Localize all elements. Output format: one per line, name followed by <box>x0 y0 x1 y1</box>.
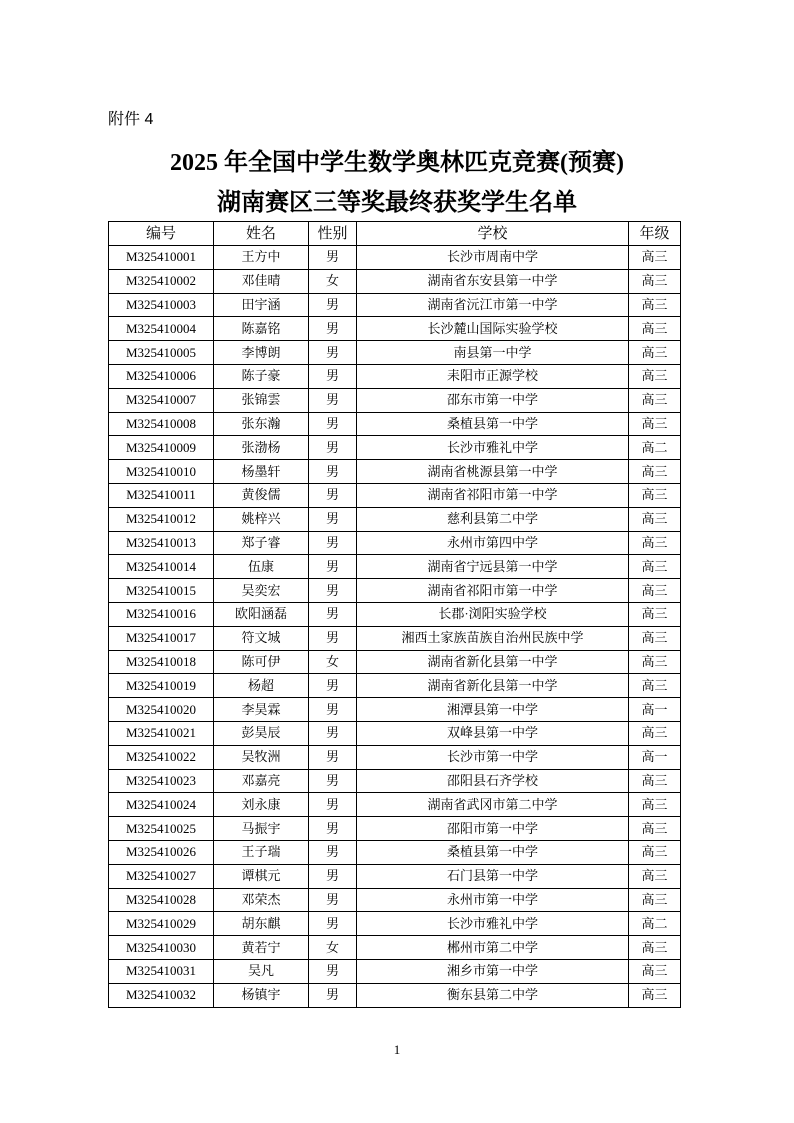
table-row <box>109 817 681 841</box>
award-table <box>108 221 681 1008</box>
cell-grade: 高三 <box>629 293 681 317</box>
cell-id: M325410001 <box>109 246 214 270</box>
table-row <box>109 269 681 293</box>
cell-gender: 男 <box>309 959 357 983</box>
cell-name: 杨镇宇 <box>214 983 309 1007</box>
cell-name: 李昊霖 <box>214 698 309 722</box>
cell-id: M325410014 <box>109 555 214 579</box>
cell-name: 张渤杨 <box>214 436 309 460</box>
cell-id: M325410031 <box>109 959 214 983</box>
table-row <box>109 793 681 817</box>
cell-gender: 男 <box>309 983 357 1007</box>
cell-gender: 男 <box>309 531 357 555</box>
cell-id: M325410013 <box>109 531 214 555</box>
cell-gender: 男 <box>309 602 357 626</box>
cell-grade: 高三 <box>629 721 681 745</box>
table-row <box>109 936 681 960</box>
cell-school: 湖南省桃源县第一中学 <box>357 460 629 484</box>
cell-id: M325410029 <box>109 912 214 936</box>
cell-school: 长沙市周南中学 <box>357 246 629 270</box>
cell-name: 胡东麒 <box>214 912 309 936</box>
cell-gender: 男 <box>309 341 357 365</box>
cell-name: 李博朗 <box>214 341 309 365</box>
cell-grade: 高三 <box>629 483 681 507</box>
cell-gender: 男 <box>309 412 357 436</box>
column-header-name: 姓名 <box>214 222 309 246</box>
cell-id: M325410015 <box>109 579 214 603</box>
table-row <box>109 436 681 460</box>
cell-school: 耒阳市正源学校 <box>357 364 629 388</box>
cell-grade: 高一 <box>629 745 681 769</box>
cell-name: 刘永康 <box>214 793 309 817</box>
cell-gender: 男 <box>309 698 357 722</box>
cell-id: M325410023 <box>109 769 214 793</box>
table-row <box>109 460 681 484</box>
cell-gender: 男 <box>309 769 357 793</box>
cell-name: 王方中 <box>214 246 309 270</box>
cell-id: M325410009 <box>109 436 214 460</box>
cell-name: 杨超 <box>214 674 309 698</box>
cell-school: 长郡·浏阳实验学校 <box>357 602 629 626</box>
cell-id: M325410017 <box>109 626 214 650</box>
cell-school: 南县第一中学 <box>357 341 629 365</box>
cell-name: 吴凡 <box>214 959 309 983</box>
cell-school: 长沙市雅礼中学 <box>357 912 629 936</box>
attachment-label: 附件 4 <box>108 111 154 128</box>
cell-gender: 男 <box>309 817 357 841</box>
cell-gender: 女 <box>309 936 357 960</box>
cell-gender: 男 <box>309 388 357 412</box>
table-row <box>109 840 681 864</box>
table-row <box>109 531 681 555</box>
cell-grade: 高三 <box>629 793 681 817</box>
cell-grade: 高三 <box>629 888 681 912</box>
cell-grade: 高三 <box>629 626 681 650</box>
cell-school: 桑植县第一中学 <box>357 412 629 436</box>
cell-id: M325410005 <box>109 341 214 365</box>
cell-gender: 男 <box>309 793 357 817</box>
cell-name: 邓嘉亮 <box>214 769 309 793</box>
cell-id: M325410012 <box>109 507 214 531</box>
table-header-row <box>109 222 681 246</box>
table-row <box>109 864 681 888</box>
cell-name: 陈嘉铭 <box>214 317 309 341</box>
cell-school: 郴州市第二中学 <box>357 936 629 960</box>
cell-school: 慈利县第二中学 <box>357 507 629 531</box>
cell-gender: 男 <box>309 364 357 388</box>
cell-school: 永州市第四中学 <box>357 531 629 555</box>
cell-gender: 女 <box>309 269 357 293</box>
cell-id: M325410021 <box>109 721 214 745</box>
table-row <box>109 888 681 912</box>
cell-grade: 高三 <box>629 269 681 293</box>
cell-grade: 高三 <box>629 579 681 603</box>
cell-gender: 女 <box>309 650 357 674</box>
cell-school: 长沙市雅礼中学 <box>357 436 629 460</box>
table-row <box>109 721 681 745</box>
cell-id: M325410010 <box>109 460 214 484</box>
table-row <box>109 246 681 270</box>
table-row <box>109 674 681 698</box>
cell-grade: 高二 <box>629 436 681 460</box>
cell-name: 陈可伊 <box>214 650 309 674</box>
cell-name: 田宇涵 <box>214 293 309 317</box>
page-number: 1 <box>393 1042 401 1057</box>
cell-school: 湖南省新化县第一中学 <box>357 674 629 698</box>
table-row <box>109 698 681 722</box>
cell-id: M325410030 <box>109 936 214 960</box>
column-header-school: 学校 <box>357 222 629 246</box>
cell-gender: 男 <box>309 507 357 531</box>
cell-grade: 高三 <box>629 936 681 960</box>
cell-gender: 男 <box>309 436 357 460</box>
cell-name: 马振宇 <box>214 817 309 841</box>
cell-school: 湖南省武冈市第二中学 <box>357 793 629 817</box>
table-row <box>109 483 681 507</box>
cell-school: 桑植县第一中学 <box>357 840 629 864</box>
cell-school: 长沙市第一中学 <box>357 745 629 769</box>
table-row <box>109 602 681 626</box>
cell-id: M325410024 <box>109 793 214 817</box>
cell-id: M325410004 <box>109 317 214 341</box>
cell-name: 彭昊辰 <box>214 721 309 745</box>
cell-grade: 高三 <box>629 650 681 674</box>
cell-grade: 高三 <box>629 769 681 793</box>
cell-id: M325410006 <box>109 364 214 388</box>
cell-school: 湘潭县第一中学 <box>357 698 629 722</box>
cell-grade: 高三 <box>629 341 681 365</box>
cell-name: 张锦雲 <box>214 388 309 412</box>
cell-gender: 男 <box>309 483 357 507</box>
cell-grade: 高三 <box>629 317 681 341</box>
cell-name: 符文城 <box>214 626 309 650</box>
cell-school: 湖南省祁阳市第一中学 <box>357 579 629 603</box>
table-row <box>109 912 681 936</box>
cell-name: 杨墨轩 <box>214 460 309 484</box>
cell-grade: 高三 <box>629 817 681 841</box>
cell-grade: 高二 <box>629 912 681 936</box>
cell-id: M325410008 <box>109 412 214 436</box>
cell-gender: 男 <box>309 293 357 317</box>
cell-name: 黄俊儒 <box>214 483 309 507</box>
cell-gender: 男 <box>309 246 357 270</box>
cell-gender: 男 <box>309 555 357 579</box>
cell-school: 湖南省宁远县第一中学 <box>357 555 629 579</box>
cell-grade: 高三 <box>629 507 681 531</box>
cell-name: 黄若宁 <box>214 936 309 960</box>
cell-gender: 男 <box>309 864 357 888</box>
table-row <box>109 364 681 388</box>
cell-grade: 高三 <box>629 531 681 555</box>
cell-gender: 男 <box>309 912 357 936</box>
table-row <box>109 388 681 412</box>
document-title: 2025 年全国中学生数学奥林匹克竞赛(预赛) <box>170 150 624 176</box>
cell-gender: 男 <box>309 579 357 603</box>
table-row <box>109 341 681 365</box>
cell-school: 石门县第一中学 <box>357 864 629 888</box>
cell-gender: 男 <box>309 317 357 341</box>
cell-id: M325410018 <box>109 650 214 674</box>
table-row <box>109 507 681 531</box>
cell-gender: 男 <box>309 745 357 769</box>
cell-name: 吴奕宏 <box>214 579 309 603</box>
table-row <box>109 626 681 650</box>
cell-grade: 高三 <box>629 460 681 484</box>
cell-name: 陈子豪 <box>214 364 309 388</box>
cell-school: 湖南省沅江市第一中学 <box>357 293 629 317</box>
cell-id: M325410027 <box>109 864 214 888</box>
cell-gender: 男 <box>309 460 357 484</box>
cell-grade: 高三 <box>629 959 681 983</box>
cell-grade: 高三 <box>629 555 681 579</box>
cell-name: 邓佳晴 <box>214 269 309 293</box>
cell-grade: 高三 <box>629 364 681 388</box>
cell-name: 郑子睿 <box>214 531 309 555</box>
column-header-id: 编号 <box>109 222 214 246</box>
cell-school: 湘乡市第一中学 <box>357 959 629 983</box>
cell-gender: 男 <box>309 840 357 864</box>
cell-id: M325410020 <box>109 698 214 722</box>
cell-name: 伍康 <box>214 555 309 579</box>
cell-grade: 高三 <box>629 864 681 888</box>
cell-school: 永州市第一中学 <box>357 888 629 912</box>
cell-gender: 男 <box>309 721 357 745</box>
cell-school: 湖南省东安县第一中学 <box>357 269 629 293</box>
document-subtitle: 湖南赛区三等奖最终获奖学生名单 <box>217 190 577 216</box>
cell-name: 欧阳涵磊 <box>214 602 309 626</box>
cell-grade: 高三 <box>629 388 681 412</box>
table-row <box>109 293 681 317</box>
cell-school: 湖南省祁阳市第一中学 <box>357 483 629 507</box>
cell-id: M325410025 <box>109 817 214 841</box>
column-header-grade: 年级 <box>629 222 681 246</box>
table-row <box>109 579 681 603</box>
table-row <box>109 959 681 983</box>
cell-school: 湖南省新化县第一中学 <box>357 650 629 674</box>
cell-school: 长沙麓山国际实验学校 <box>357 317 629 341</box>
cell-school: 邵东市第一中学 <box>357 388 629 412</box>
cell-grade: 高三 <box>629 246 681 270</box>
cell-gender: 男 <box>309 674 357 698</box>
cell-school: 邵阳市第一中学 <box>357 817 629 841</box>
cell-id: M325410011 <box>109 483 214 507</box>
cell-school: 邵阳县石齐学校 <box>357 769 629 793</box>
cell-id: M325410002 <box>109 269 214 293</box>
table-row <box>109 412 681 436</box>
table-row <box>109 983 681 1007</box>
cell-name: 姚梓兴 <box>214 507 309 531</box>
table-row <box>109 317 681 341</box>
cell-name: 谭棋元 <box>214 864 309 888</box>
cell-grade: 高三 <box>629 674 681 698</box>
table-row <box>109 555 681 579</box>
cell-school: 双峰县第一中学 <box>357 721 629 745</box>
cell-grade: 高三 <box>629 602 681 626</box>
table-row <box>109 650 681 674</box>
cell-id: M325410016 <box>109 602 214 626</box>
table-row <box>109 769 681 793</box>
cell-grade: 高一 <box>629 698 681 722</box>
cell-grade: 高三 <box>629 840 681 864</box>
cell-name: 吴牧洲 <box>214 745 309 769</box>
cell-school: 衡东县第二中学 <box>357 983 629 1007</box>
cell-id: M325410022 <box>109 745 214 769</box>
cell-id: M325410032 <box>109 983 214 1007</box>
cell-id: M325410007 <box>109 388 214 412</box>
cell-id: M325410003 <box>109 293 214 317</box>
cell-gender: 男 <box>309 888 357 912</box>
cell-name: 张东瀚 <box>214 412 309 436</box>
column-header-gender: 性别 <box>309 222 357 246</box>
cell-gender: 男 <box>309 626 357 650</box>
cell-id: M325410026 <box>109 840 214 864</box>
cell-school: 湘西土家族苗族自治州民族中学 <box>357 626 629 650</box>
cell-name: 邓荣杰 <box>214 888 309 912</box>
cell-grade: 高三 <box>629 412 681 436</box>
cell-id: M325410019 <box>109 674 214 698</box>
table-row <box>109 745 681 769</box>
cell-name: 王子瑞 <box>214 840 309 864</box>
cell-id: M325410028 <box>109 888 214 912</box>
cell-grade: 高三 <box>629 983 681 1007</box>
